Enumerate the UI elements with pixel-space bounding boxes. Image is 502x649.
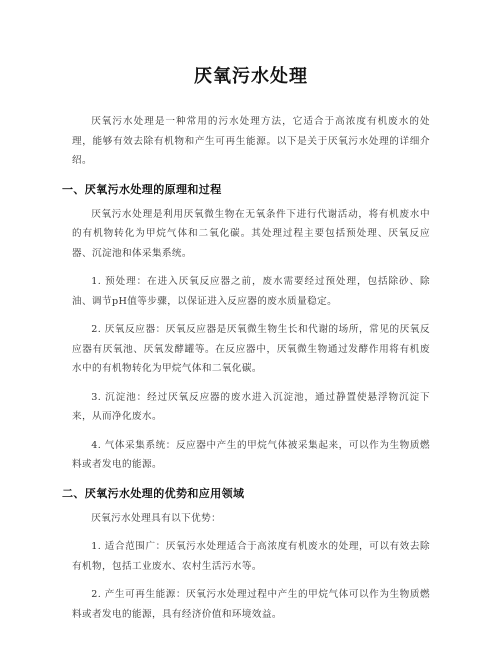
list-item-wide-range: 1. 适合范围广：厌氧污水处理适合于高浓度有机废水的处理，可以有效去除有机物，包括工业废水、农村生活污水等。: [72, 541, 430, 572]
paragraph: 厌氧污水处理具有以下优势：: [91, 512, 222, 524]
intro-paragraph: 厌氧污水处理是一种常用的污水处理方法，它适合于高浓度有机废水的处理，能够有效去除有机物和产生可再生能源。以下是关于厌氧污水处理的详细介绍。: [72, 116, 430, 166]
paragraph: 厌氧污水处理是利用厌氧微生物在无氧条件下进行代谢活动，将有机废水中的有机物转化为甲烷气体和二氧化碳。其处理过程主要包括预处理、厌氧反应器、沉淀池和体采集系统。: [72, 208, 430, 259]
list-item-anaerobic-reactor: 2. 厌氧反应器：厌氧反应器是厌氧微生物生长和代谢的场所，常见的厌氧反应器有厌氧池、厌氧发酵罐等。在反应器中，厌氧微生物通过发酵作用将有机废水中的有机物转化为甲烷气体和二氧化碳。: [72, 324, 430, 374]
list-item-gas-collection: 4. 气体采集系统：反应器中产生的甲烷气体被采集起来，可以作为生物质燃料或者发电的能源。: [72, 439, 430, 470]
section-heading-advantages: 二、厌氧污水处理的优势和应用领域: [62, 486, 245, 500]
list-item-renewable-energy: 2. 产生可再生能源：厌氧污水处理过程中产生的甲烷气体可以作为生物质燃料或者发电的能源，具有经济价值和环境效益。: [72, 589, 430, 620]
section-heading-principle: 一、厌氧污水处理的原理和过程: [62, 182, 222, 196]
list-item-sedimentation-tank: 3. 沉淀池：经过厌氧反应器的废水进入沉淀池，通过静置使悬浮物沉淀下来，从而净化废水。: [72, 391, 430, 422]
list-item-pretreatment: 1. 预处理：在进入厌氧反应器之前，废水需要经过预处理，包括除砂、除油、调节pH值等步骤，以保证进入反应器的废水质量稳定。: [72, 276, 430, 307]
document-title: 厌氧污水处理: [194, 66, 308, 87]
